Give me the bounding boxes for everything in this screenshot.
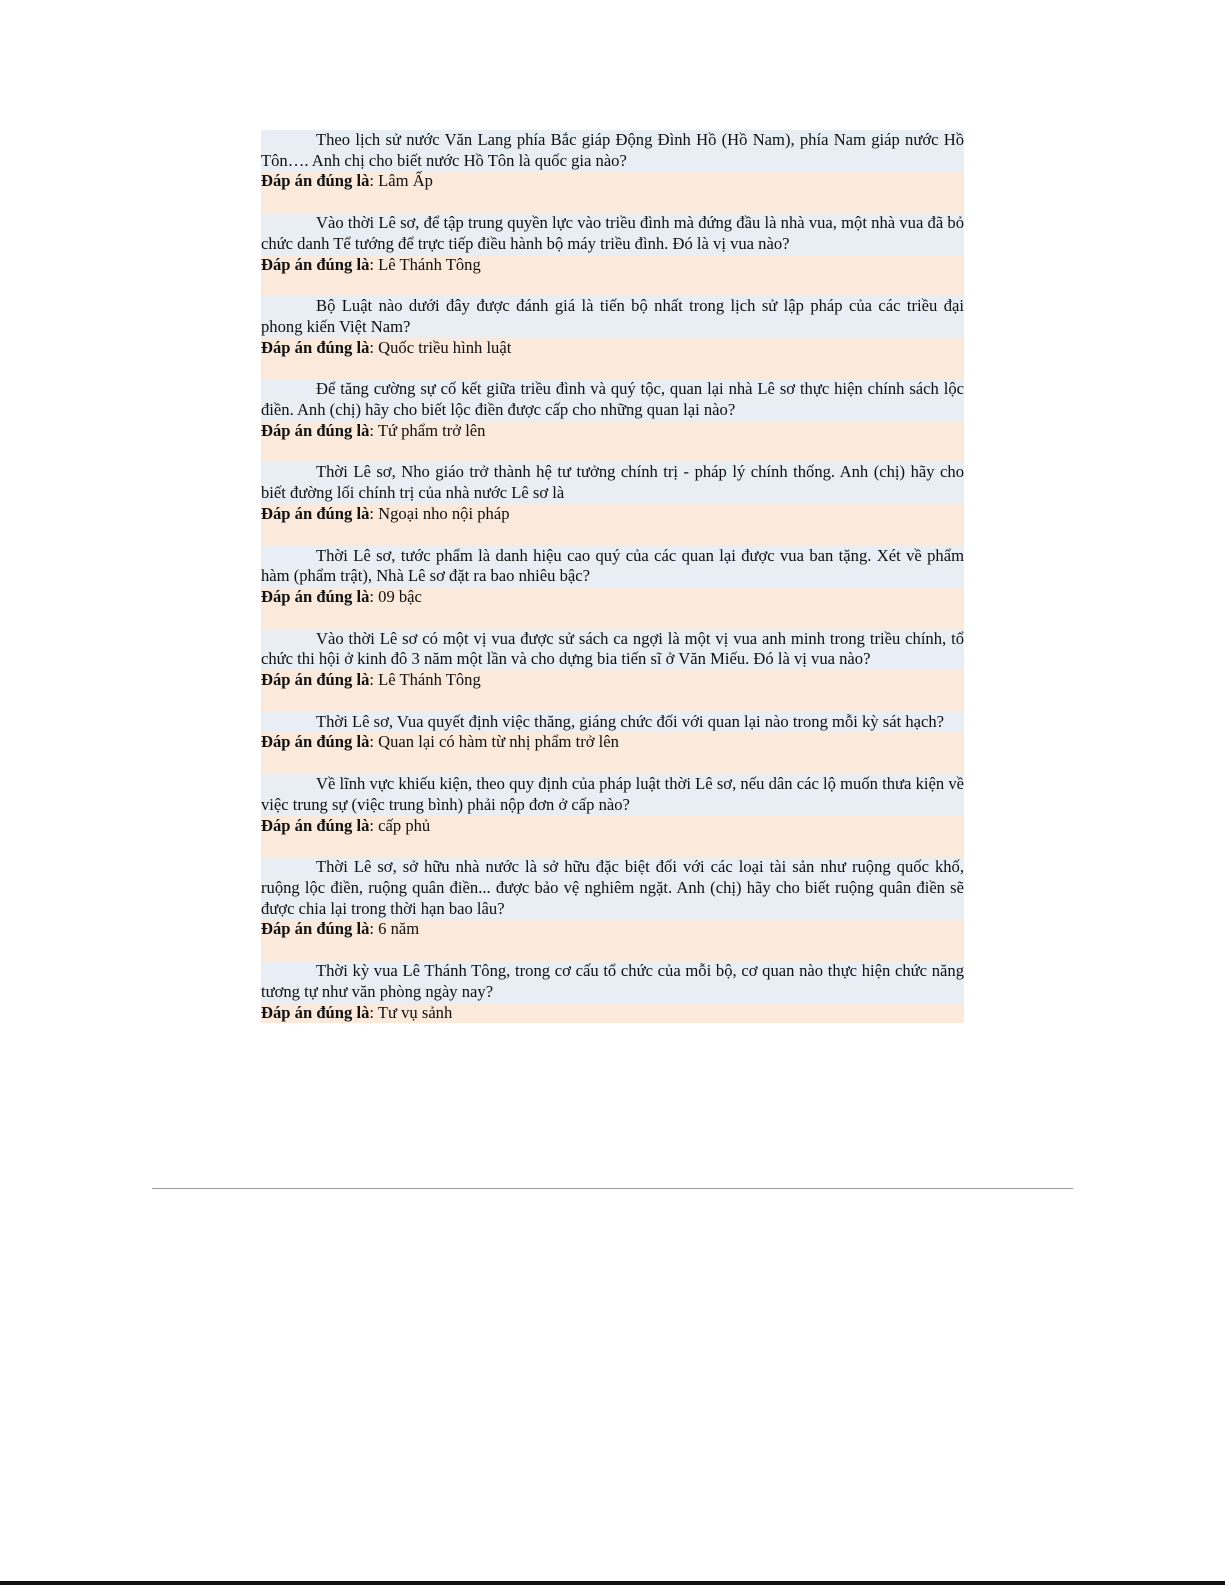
answer-prefix: Đáp án đúng là [261,337,370,357]
answer-line: Đáp án đúng là: Tư vụ sảnh [261,1003,964,1024]
answer-prefix: Đáp án đúng là [261,1002,370,1022]
answer-text: Quốc triều hình luật [378,337,512,357]
answer-text: Tứ phẩm trở lên [377,420,486,440]
answer-line: Đáp án đúng là: cấp phủ [261,816,964,858]
answer-line: Đáp án đúng là: Ngoại nho nội pháp [261,504,964,546]
answer-text: 09 bậc [378,586,422,606]
question-text: Theo lịch sử nước Văn Lang phía Bắc giáp Động Đình Hồ (Hồ Nam), phía Nam giáp nước Hồ Tôn…. Anh chị cho biết nước Hồ Tôn là quốc gia nào? [261,130,964,170]
bottom-edge-bar [0,1581,1225,1585]
question-text: Thời Lê sơ, sở hữu nhà nước là sở hữu đặc biệt đối với các loại tài sản như ruộng quốc khố, ruộng lộc điền, ruộng quân điền... được bảo vệ nghiêm ngặt. Anh (chị) hãy cho biết ruộng quân điền sẽ được chia lại trong thời hạn bao lâu? [261,857,964,918]
answer-text: 6 năm [378,919,420,939]
answer-prefix: Đáp án đúng là [261,732,370,752]
page-divider [152,1188,1073,1189]
answer-text: Lê Thánh Tông [378,254,481,274]
qa-item-4 [261,379,964,462]
qa-item-9 [261,774,964,857]
answer-text: Lâm Ấp [378,171,433,191]
qa-item-5 [261,462,964,545]
answer-line: Đáp án đúng là: Tứ phẩm trở lên [261,421,964,463]
answer-line: Đáp án đúng là: Lê Thánh Tông [261,670,964,712]
qa-item-11 [261,961,964,1023]
question-text: Thời Lê sơ, Vua quyết định việc thăng, giáng chức đối với quan lại nào trong mỗi kỳ sát hạch? [261,712,964,733]
answer-prefix: Đáp án đúng là [261,586,370,606]
answer-text: cấp phủ [378,815,431,835]
answer-line: Đáp án đúng là: Lê Thánh Tông [261,255,964,297]
answer-text: Quan lại có hàm từ nhị phẩm trở lên [378,732,619,752]
qa-item-10 [261,857,964,961]
answer-line: Đáp án đúng là: Lâm Ấp [261,171,964,213]
qa-item-6 [261,546,964,629]
qa-item-1 [261,130,964,213]
qa-item-8 [261,712,964,774]
answer-prefix: Đáp án đúng là [261,919,370,939]
document-body [261,130,964,1023]
question-text: Thời Lê sơ, Nho giáo trở thành hệ tư tưởng chính trị - pháp lý chính thống. Anh (chị) hãy cho biết đường lối chính trị của nhà nước Lê sơ là [261,462,964,503]
answer-prefix: Đáp án đúng là [261,670,370,690]
answer-prefix: Đáp án đúng là [261,503,370,523]
answer-text: Ngoại nho nội pháp [378,503,510,523]
question-text: Về lĩnh vực khiếu kiện, theo quy định của pháp luật thời Lê sơ, nếu dân các lộ muốn thưa kiện về việc trung sự (việc trung bình) phải nộp đơn ở cấp nào? [261,774,964,814]
question-text: Vào thời Lê sơ, để tập trung quyền lực vào triều đình mà đứng đầu là nhà vua, một nhà vua đã bỏ chức danh Tể tướng để trực tiếp điều hành bộ máy triều đình. Đó là vị vua nào? [261,213,964,253]
answer-line: Đáp án đúng là: Quan lại có hàm từ nhị phẩm trở lên [261,732,964,774]
question-text: Thời kỳ vua Lê Thánh Tông, trong cơ cấu tổ chức của mỗi bộ, cơ quan nào thực hiện chức năng tương tự như văn phòng ngày nay? [261,961,964,1001]
qa-item-7 [261,629,964,712]
answer-line: Đáp án đúng là: 09 bậc [261,587,964,629]
answer-prefix: Đáp án đúng là [261,171,370,191]
answer-text: Tư vụ sảnh [377,1002,453,1022]
answer-line: Đáp án đúng là: Quốc triều hình luật [261,338,964,380]
answer-prefix: Đáp án đúng là [261,254,370,274]
answer-text: Lê Thánh Tông [378,670,481,690]
answer-prefix: Đáp án đúng là [261,420,370,440]
question-text: Vào thời Lê sơ có một vị vua được sử sách ca ngợi là một vị vua anh minh trong triều chính, tổ chức thi hội ở kinh đô 3 năm một lần và cho dựng bia tiến sĩ ở Văn Miếu. Đó là vị vua nào? [261,628,964,669]
answer-prefix: Đáp án đúng là [261,815,370,835]
question-text: Thời Lê sơ, tước phẩm là danh hiệu cao quý của các quan lại được vua ban tặng. Xét về phẩm hàm (phẩm trật), Nhà Lê sơ đặt ra bao nhiêu bậc? [261,545,964,586]
answer-line: Đáp án đúng là: 6 năm [261,919,964,961]
question-text: Bộ Luật nào dưới đây được đánh giá là tiến bộ nhất trong lịch sử lập pháp của các triều đại phong kiến Việt Nam? [261,296,964,336]
question-text: Để tăng cường sự cố kết giữa triều đình và quý tộc, quan lại nhà Lê sơ thực hiện chính sách lộc điền. Anh (chị) hãy cho biết lộc điền được cấp cho những quan lại nào? [261,379,964,420]
qa-item-3 [261,296,964,379]
qa-item-2 [261,213,964,296]
